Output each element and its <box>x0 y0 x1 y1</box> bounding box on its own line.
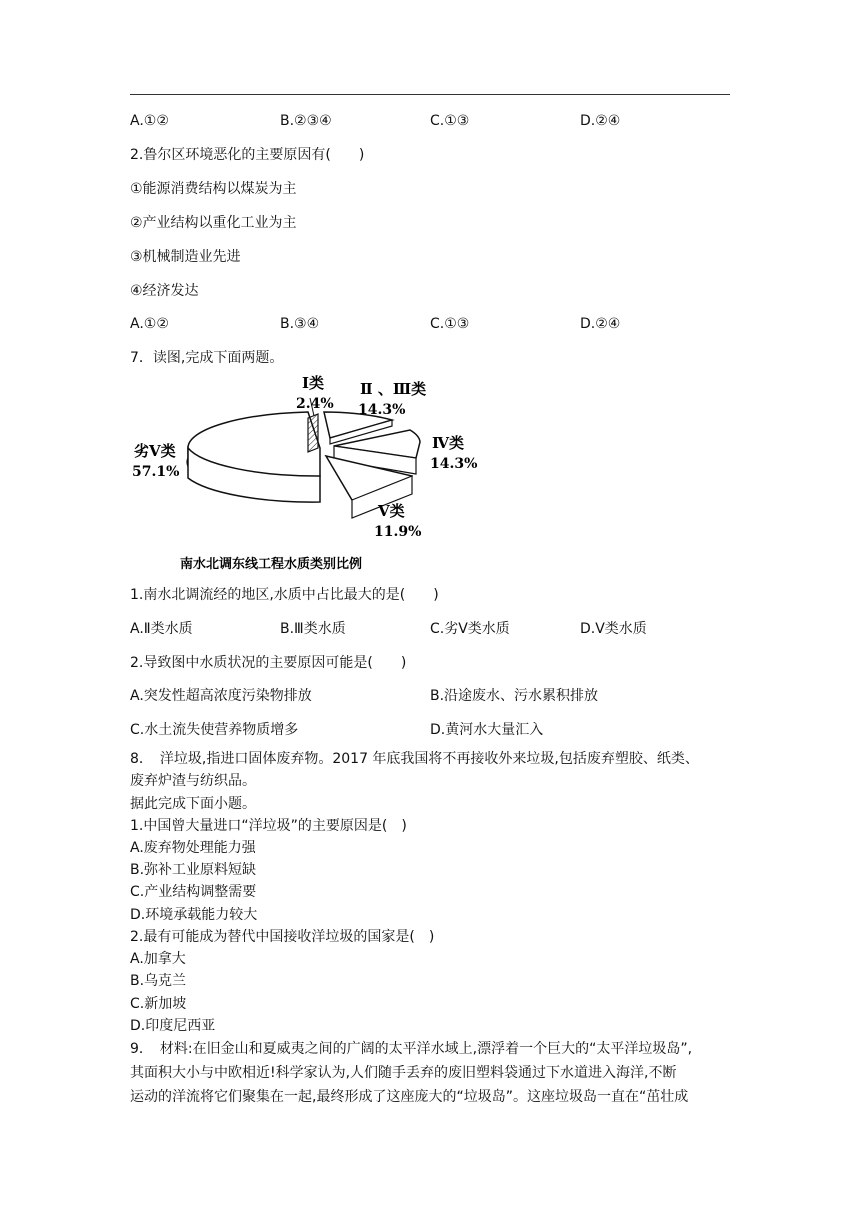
question-8-stem-line2: 废弃炉渣与纺织品。 <box>130 773 256 789</box>
label-inferior-v: 劣Ⅴ类 <box>134 442 176 460</box>
label-v: Ⅴ类 <box>378 502 405 520</box>
q7-sub1-stem: 1.南水北调流经的地区,水质中占比最大的是( ) <box>130 587 439 603</box>
question-8-stem-line1: 8． 洋垃圾,指进口固体废弃物。2017 年底我国将不再接收外来垃圾,包括废弃塑胶、纸类、 <box>130 751 699 767</box>
question-9-line3: 运动的洋流将它们聚集在一起,最终形成了这座庞大的“垃圾岛”。这座垃圾岛一直在“茁壮成 <box>130 1089 689 1105</box>
option-d: D.环境承载能力较大 <box>130 907 258 923</box>
option-c: C.①③ <box>430 316 470 332</box>
label-i: Ⅰ类 <box>302 374 325 392</box>
label-v-value: 11.9% <box>374 524 422 540</box>
question-9-line1: 9． 材料:在旧金山和夏威夷之间的广阔的太平洋水域上,漂浮着一个巨大的“太平洋垃圾岛”, <box>130 1041 693 1057</box>
label-i-value: 2.4% <box>296 396 334 412</box>
option-b: B.③④ <box>280 316 320 332</box>
water-quality-pie-chart <box>120 368 500 580</box>
option-c: C.劣Ⅴ类水质 <box>430 621 510 637</box>
question-8-intro: 据此完成下面小题。 <box>130 796 256 812</box>
statement-3: ③机械制造业先进 <box>130 249 241 265</box>
option-a: A.突发性超高浓度污染物排放 <box>130 688 312 704</box>
label-inferior-v-value: 57.1% <box>132 464 180 480</box>
label-ii-iii: Ⅱ 、Ⅲ类 <box>360 380 427 398</box>
statement-4: ④经济发达 <box>130 283 199 299</box>
option-d: D.黄河水大量汇入 <box>430 722 544 738</box>
option-d: D.Ⅴ类水质 <box>580 621 647 637</box>
option-c: C.新加坡 <box>130 996 187 1012</box>
option-b: B.弥补工业原料短缺 <box>130 862 257 878</box>
option-a: A.①② <box>130 113 169 129</box>
q8-sub1-stem: 1.中国曾大量进口“洋垃圾”的主要原因是( ) <box>130 818 407 834</box>
question-7-stem: 7．读图,完成下面两题。 <box>130 350 284 366</box>
label-ii-iii-value: 14.3% <box>358 402 406 418</box>
option-d: D.②④ <box>580 316 621 332</box>
label-iv: Ⅳ类 <box>432 434 465 452</box>
option-d: D.印度尼西亚 <box>130 1018 216 1034</box>
option-b: B.沿途废水、污水累积排放 <box>430 688 599 704</box>
q7-sub2-stem: 2.导致图中水质状况的主要原因可能是( ) <box>130 655 407 671</box>
option-a: A.加拿大 <box>130 951 186 967</box>
question-stem: 2.鲁尔区环境恶化的主要原因有( ) <box>130 147 365 163</box>
question-9-line2: 其面积大小与中欧相近!科学家认为,人们随手丢弃的废旧塑料袋通过下水道进入海洋,不断 <box>130 1065 677 1081</box>
pie-slice-i <box>308 414 318 452</box>
option-a: A.废弃物处理能力强 <box>130 840 256 856</box>
label-iv-value: 14.3% <box>430 456 478 472</box>
statement-2: ②产业结构以重化工业为主 <box>130 215 297 231</box>
option-c: C.产业结构调整需要 <box>130 884 257 900</box>
option-b: B.乌克兰 <box>130 973 187 989</box>
option-c: C.水土流失使营养物质增多 <box>130 722 299 738</box>
option-d: D.②④ <box>580 113 621 129</box>
option-b: B.②③④ <box>280 113 332 129</box>
top-rule <box>130 94 730 95</box>
option-a: A.Ⅱ类水质 <box>130 621 193 637</box>
q8-sub2-stem: 2.最有可能成为替代中国接收洋垃圾的国家是( ) <box>130 929 435 945</box>
chart-title: 南水北调东线工程水质类别比例 <box>180 557 363 572</box>
option-a: A.①② <box>130 316 169 332</box>
option-b: B.Ⅲ类水质 <box>280 621 346 637</box>
option-c: C.①③ <box>430 113 470 129</box>
statement-1: ①能源消费结构以煤炭为主 <box>130 181 297 197</box>
